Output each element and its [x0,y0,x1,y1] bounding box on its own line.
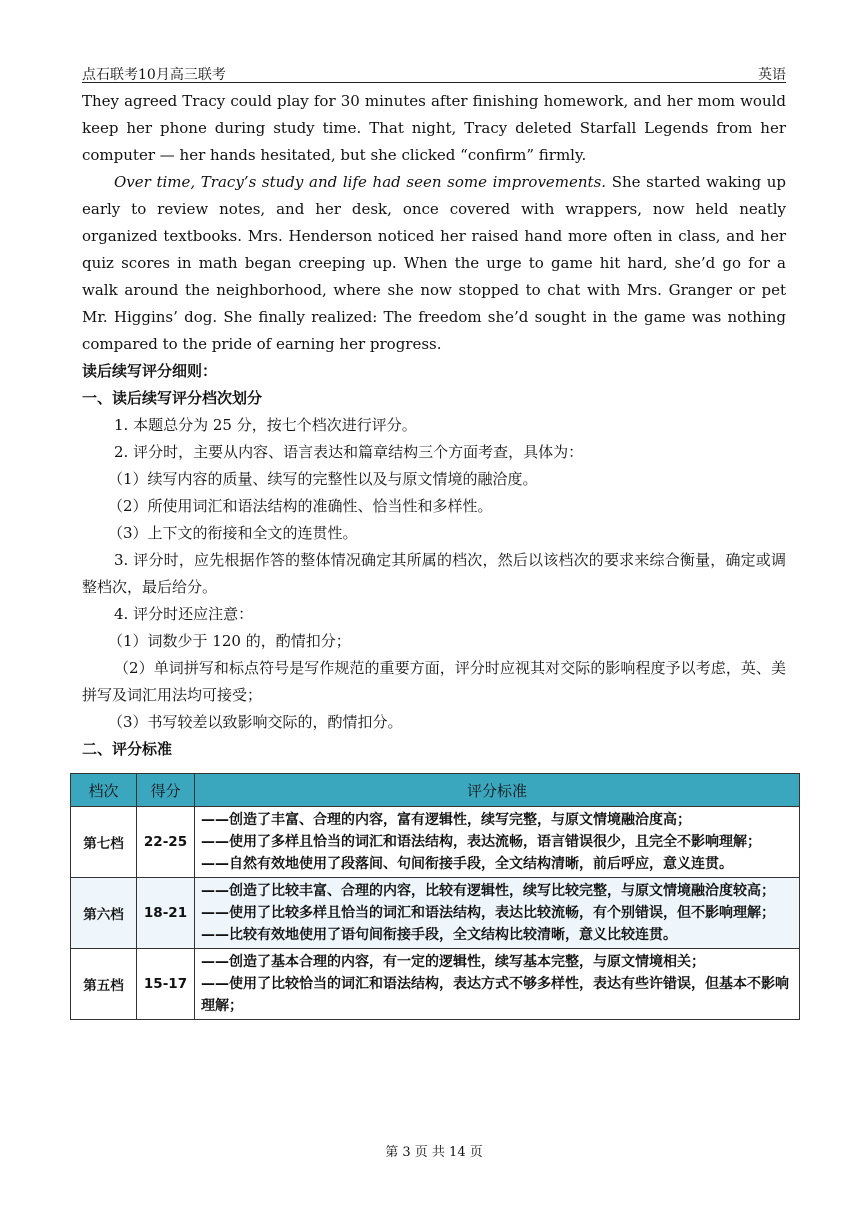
table-row [71,878,800,949]
rule-item-4-3: （3）书写较差以致影响交际的，酌情扣分。 [108,713,403,731]
criterion-line: ——比较有效地使用了语句间衔接手段，全文结构比较清晰，意义比较连贯。 [201,927,677,943]
exam-title: 点石联考10月高三联考 [82,67,226,83]
page-number: 第 3 页 共 14 页 [385,1145,483,1160]
page-header [82,64,786,83]
rule-item-4-1: （1）词数少于 120 的，酌情扣分； [108,632,351,650]
rule-item-3: 3. 评分时，应先根据作答的整体情况确定其所属的档次，然后以该档次的要求来综合衡量，确定或调整档次，最后给分。 [82,551,786,596]
level-cell: 第五档 [71,949,137,1020]
criterion-line: ——使用了比较恰当的词汇和语法结构，表达方式不够多样性，表达有些许错误，但基本不影响理解； [201,976,789,1014]
paragraph-lead-sentence: Over time, Tracy’s study and life had seen some improvements. [114,173,607,191]
score-cell: 15-17 [137,949,195,1020]
table-row [71,807,800,878]
section-2-heading: 二、评分标准 [82,740,173,758]
criterion-line: ——创造了丰富、合理的内容，富有逻辑性，续写完整，与原文情境融洽度高； [201,812,691,828]
criterion-line: ——创造了比较丰富、合理的内容，比较有逻辑性，续写比较完整，与原文情境融洽度较高； [201,883,775,899]
header-level: 档次 [71,774,137,807]
passage-paragraph-1: They agreed Tracy could play for 30 minutes after finishing homework, and her mom would keep her phone during study time. That night, Tracy deleted Starfall Legends from her computer — her hands hesitated, but she clicked “confirm” firmly. [82,92,786,164]
table-header-row [71,774,800,807]
criterion-line: ——自然有效地使用了段落间、句间衔接手段，全文结构清晰，前后呼应，意义连贯。 [201,856,733,872]
criterion-line: ——创造了基本合理的内容，有一定的逻辑性，续写基本完整，与原文情境相关； [201,954,705,970]
passage-paragraph-2 [82,169,786,358]
criterion-line: ——使用了多样且恰当的词汇和语法结构，表达流畅，语言错误很少，且完全不影响理解； [201,834,761,850]
rule-item-4: 4. 评分时还应注意： [114,605,254,623]
level-cell: 第六档 [71,878,137,949]
rule-item-4-2: （2）单词拼写和标点符号是写作规范的重要方面，评分时应视其对交际的影响程度予以考虑，英、美拼写及词汇用法均可接受； [82,659,786,704]
level-cell: 第七档 [71,807,137,878]
criteria-cell [195,807,800,878]
criterion-line: ——使用了比较多样且恰当的词汇和语法结构，表达比较流畅，有个别错误，但不影响理解； [201,905,775,921]
subject-label: 英语 [758,67,786,83]
score-cell: 18-21 [137,878,195,949]
score-cell: 22-25 [137,807,195,878]
rules-title: 读后续写评分细则： [82,362,218,380]
paragraph-body: She started waking up early to review notes, and her desk, once covered with wrappers, now held neatly organized textbooks. Mrs. Henderson noticed her raised hand more often in class, and her quiz scores in math began creeping up. When the urge to game hit hard, she’d go for a walk around the neighborhood, where she now stopped to chat with Mrs. Granger or pet Mr. Higgins’ dog. She finally realized: The freedom she’d sought in the game was nothing compared to the pride of earning her progress. [82,173,786,353]
rule-item-2-1: （1）续写内容的质量、续写的完整性以及与原文情境的融洽度。 [108,470,538,488]
criteria-cell [195,949,800,1020]
header-criteria: 评分标准 [195,774,800,807]
section-1-heading: 一、读后续写评分档次划分 [82,389,263,407]
table-row [71,949,800,1020]
rule-item-2-2: （2）所使用词汇和语法结构的准确性、恰当性和多样性。 [108,497,493,515]
header-score: 得分 [137,774,195,807]
scoring-table [70,773,800,1020]
rule-item-1: 1. 本题总分为 25 分，按七个档次进行评分。 [114,416,417,434]
criteria-cell [195,878,800,949]
rule-item-2-3: （3）上下文的衔接和全文的连贯性。 [108,524,358,542]
rule-item-2: 2. 评分时，主要从内容、语言表达和篇章结构三个方面考查，具体为： [114,443,584,461]
page-body [82,88,786,763]
